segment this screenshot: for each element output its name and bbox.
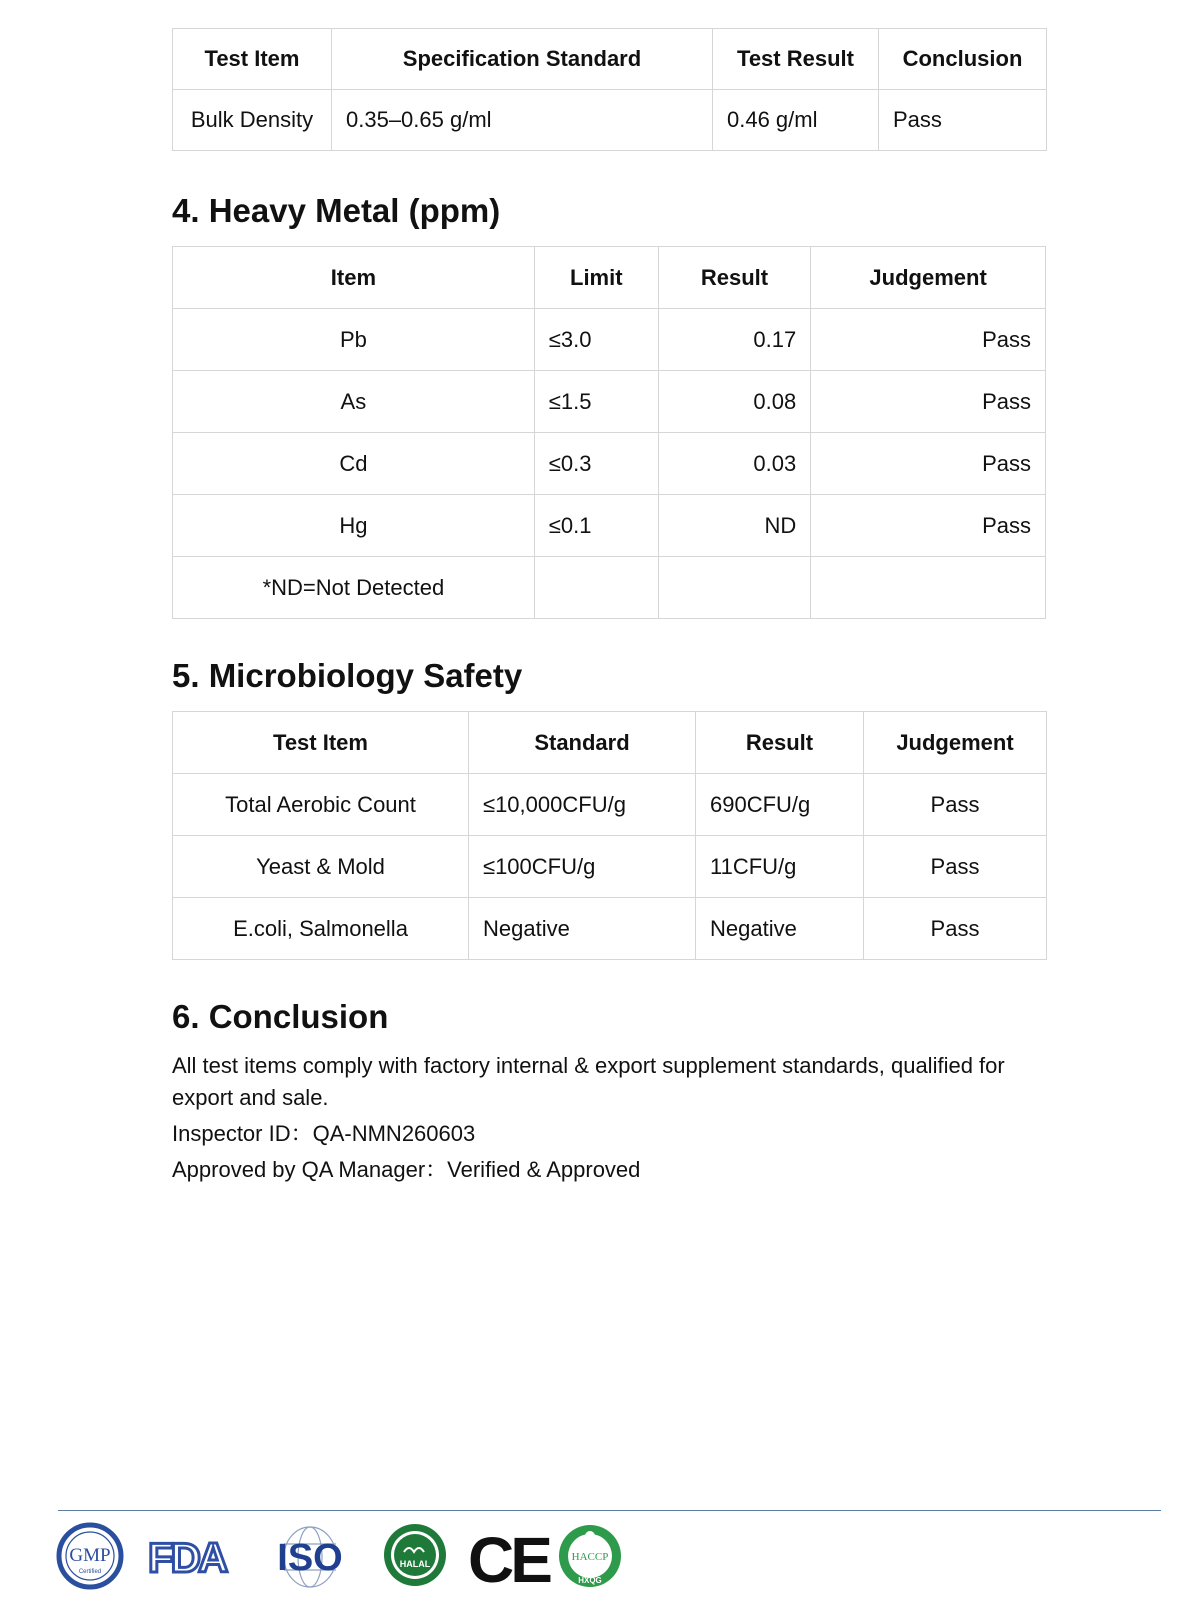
table-row (173, 309, 1046, 371)
table-header-row (173, 712, 1047, 774)
gmp-logo-icon (56, 1522, 124, 1590)
column-header: Result (696, 712, 864, 774)
table-cell: 0.35–0.65 g/ml (332, 90, 713, 151)
table-cell: Pass (811, 371, 1046, 433)
microbiology-table (172, 711, 1047, 960)
inspector-line (172, 1118, 1052, 1150)
table-row (173, 90, 1047, 151)
table-row (173, 836, 1047, 898)
table-cell: 0.03 (658, 433, 810, 495)
table-cell: ≤0.1 (534, 495, 658, 557)
fda-text: FDA (148, 1534, 226, 1581)
column-header: Test Item (173, 29, 332, 90)
table-cell: Pass (811, 433, 1046, 495)
heavy-metal-heading: 4. Heavy Metal (ppm) (172, 192, 501, 229)
table-row (173, 495, 1046, 557)
table-cell: 11CFU/g (696, 836, 864, 898)
heavy-metal-table (172, 246, 1046, 619)
table-row (173, 898, 1047, 960)
iso-text: ISO (277, 1537, 343, 1579)
table-cell: 0.46 g/ml (713, 90, 879, 151)
table-cell: ≤1.5 (534, 371, 658, 433)
table-header-row (173, 29, 1047, 90)
table-cell: Pass (811, 495, 1046, 557)
table-cell: Negative (469, 898, 696, 960)
table-cell: Hg (173, 495, 535, 557)
table-cell (534, 557, 658, 619)
table-cell: Pass (879, 90, 1047, 151)
column-header: Judgement (811, 247, 1046, 309)
table-cell: ≤100CFU/g (469, 836, 696, 898)
table-cell: 690CFU/g (696, 774, 864, 836)
table-cell (811, 557, 1046, 619)
fda-logo-icon (146, 1534, 242, 1581)
table-cell: 0.08 (658, 371, 810, 433)
table-row (173, 557, 1046, 619)
table-row (173, 371, 1046, 433)
approved-value: Verified & Approved (447, 1157, 641, 1182)
table-cell: ND (658, 495, 810, 557)
column-header: Judgement (864, 712, 1047, 774)
table-cell: 0.17 (658, 309, 810, 371)
table-header-row (173, 247, 1046, 309)
ce-text: CE (468, 1524, 549, 1596)
table-cell: Pb (173, 309, 535, 371)
halal-logo-icon (382, 1522, 448, 1588)
halal-text: HALAL (399, 1559, 431, 1569)
table-cell: Pass (864, 774, 1047, 836)
table-cell: Pass (811, 309, 1046, 371)
column-header: Result (658, 247, 810, 309)
table-cell: ≤0.3 (534, 433, 658, 495)
table-cell: E.coli, Salmonella (173, 898, 469, 960)
inspector-label: Inspector ID： (172, 1121, 313, 1146)
gmp-text: GMP (69, 1545, 111, 1566)
conclusion-block (172, 1050, 1052, 1186)
table-cell: Negative (696, 898, 864, 960)
column-header: Limit (534, 247, 658, 309)
conclusion-text: All test items comply with factory internal & export supplement standards, qualified for export and sale. (172, 1053, 1005, 1110)
table-cell (658, 557, 810, 619)
haccp-logo-icon (556, 1522, 624, 1590)
ce-logo-icon (468, 1524, 549, 1596)
table-cell: Pass (864, 898, 1047, 960)
microbiology-heading: 5. Microbiology Safety (172, 657, 523, 694)
table-row (173, 774, 1047, 836)
column-header: Specification Standard (332, 29, 713, 90)
approved-label: Approved by QA Manager： (172, 1157, 448, 1182)
table-cell: Cd (173, 433, 535, 495)
conclusion-heading: 6. Conclusion (172, 998, 389, 1035)
column-header: Test Result (713, 29, 879, 90)
approval-line (172, 1154, 1052, 1186)
column-header: Test Item (173, 712, 469, 774)
table-row (173, 433, 1046, 495)
haccp-text: HACCP (571, 1551, 609, 1563)
inspector-id: QA-NMN260603 (312, 1121, 476, 1146)
column-header: Item (173, 247, 535, 309)
iso-logo-icon (270, 1524, 350, 1590)
gmp-sub-text: Certified (78, 1569, 102, 1575)
table-cell: Pass (864, 836, 1047, 898)
footnote-cell: *ND=Not Detected (173, 557, 535, 619)
footer-divider (58, 1510, 1161, 1511)
table-cell: Total Aerobic Count (173, 774, 469, 836)
column-header: Conclusion (879, 29, 1047, 90)
haccp-sub-text: HXQG (578, 1576, 602, 1585)
table-cell: ≤10,000CFU/g (469, 774, 696, 836)
table-cell: As (173, 371, 535, 433)
bulk-density-table (172, 28, 1047, 151)
table-cell: Bulk Density (173, 90, 332, 151)
table-cell: Yeast & Mold (173, 836, 469, 898)
column-header: Standard (469, 712, 696, 774)
table-cell: ≤3.0 (534, 309, 658, 371)
